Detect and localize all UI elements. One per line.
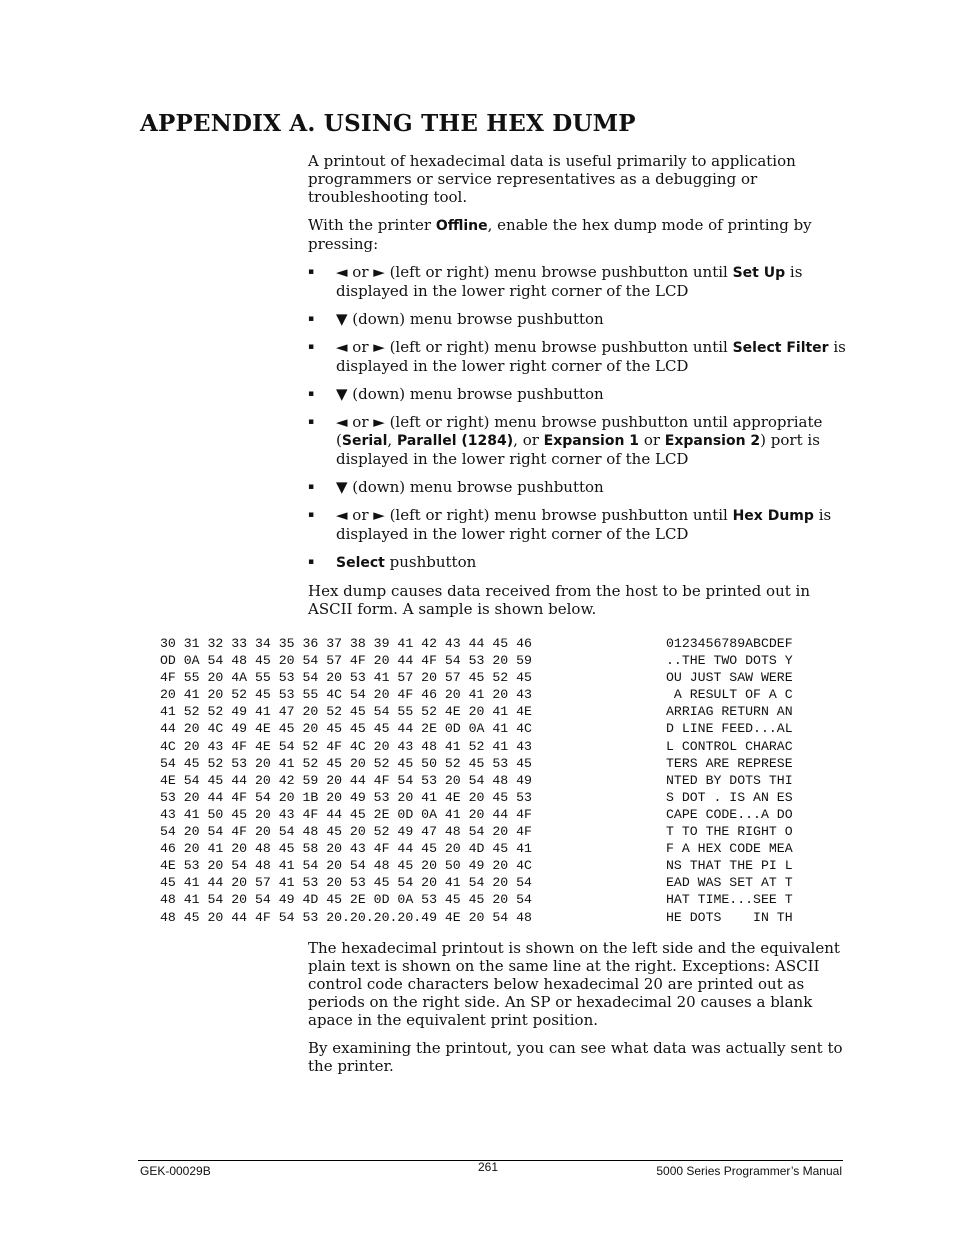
- hex-values: 48 41 54 20 54 49 4D 45 2E 0D 0A 53 45 45 20 54: [160, 892, 532, 908]
- hex-dump-row: [160, 874, 793, 891]
- hex-dump-row: [160, 738, 793, 755]
- hex-values: 54 45 52 53 20 41 52 45 20 52 45 50 52 45 53 45: [160, 755, 532, 771]
- hex-values: 46 20 41 20 48 45 58 20 43 4F 44 45 20 4D 45 41: [160, 841, 532, 857]
- intro-section: [308, 152, 853, 628]
- item-text: ,: [387, 431, 397, 449]
- hex-dump-row: [160, 806, 793, 823]
- hex-values: 4E 53 20 54 48 41 54 20 54 48 45 20 50 49 20 4C: [160, 858, 532, 874]
- ascii-values: CAPE CODE...A DO: [666, 806, 793, 822]
- list-item: [308, 478, 853, 496]
- intro-paragraph: A printout of hexadecimal data is useful primarily to application programmers or service representatives as a debugging or troubleshooting tool.: [308, 152, 796, 206]
- hex-dump-row: [160, 840, 793, 857]
- hex-dump-row: [160, 789, 793, 806]
- hex-values: 30 31 32 33 34 35 36 37 38 39 41 42 43 44 45 46: [160, 636, 532, 651]
- hex-values: 44 20 4C 49 4E 45 20 45 45 45 44 2E 0D 0A 41 4C: [160, 721, 532, 737]
- hexdump-intro: Hex dump causes data received from the host to be printed out in ASCII form. A sample is shown below.: [308, 582, 811, 618]
- offline-text-before: With the printer: [308, 216, 436, 234]
- item-text: ) port is displayed in the lower right corner of the LCD: [336, 431, 820, 468]
- item-text: is displayed in the lower right corner of the LCD: [336, 263, 803, 300]
- page-number: 261: [478, 1160, 499, 1174]
- hex-dump-row: [160, 772, 793, 789]
- ascii-values: NTED BY DOTS THI: [666, 772, 793, 788]
- hex-dump-row: [160, 652, 793, 669]
- ascii-values: TERS ARE REPRESE: [666, 755, 793, 771]
- bullet-icon: ▪: [308, 342, 315, 352]
- hex-values: 43 41 50 45 20 43 4F 44 45 2E 0D 0A 41 20 44 4F: [160, 806, 532, 822]
- item-text: ▼ (down) menu browse pushbutton: [336, 385, 604, 403]
- hex-values: 4C 20 43 4F 4E 54 52 4F 4C 20 43 48 41 52 41 43: [160, 738, 532, 754]
- hex-values: 45 41 44 20 57 41 53 20 53 45 54 20 41 54 20 54: [160, 875, 532, 891]
- item-text: ◄ or ► (left or right) menu browse pushbutton until: [336, 338, 733, 356]
- hex-dump-sample: [160, 635, 793, 926]
- hex-dump-row: [160, 909, 793, 926]
- document-number: GEK-00029B: [140, 1164, 211, 1178]
- item-text: ▼ (down) menu browse pushbutton: [336, 310, 604, 328]
- list-item: [308, 385, 853, 403]
- ascii-values: EAD WAS SET AT T: [666, 875, 793, 891]
- hex-values: 20 41 20 52 45 53 55 4C 54 20 4F 46 20 41 20 43: [160, 687, 532, 703]
- bullet-icon: ▪: [308, 267, 315, 277]
- item-text: , or: [513, 431, 544, 449]
- select-key: Select: [336, 555, 385, 571]
- hex-dump-row: [160, 755, 793, 772]
- item-text: ◄ or ► (left or right) menu browse pushbutton until appropriate (: [336, 413, 823, 449]
- ascii-values: ARRIAG RETURN AN: [666, 704, 793, 720]
- hex-values: 41 52 52 49 41 47 20 52 45 54 55 52 4E 20 41 4E: [160, 704, 532, 720]
- ascii-values: OU JUST SAW WERE: [666, 670, 793, 686]
- hex-values: 4E 54 45 44 20 42 59 20 44 4F 54 53 20 54 48 49: [160, 772, 532, 788]
- ascii-values: 0123456789ABCDEF: [666, 636, 793, 651]
- port-expansion-1: Expansion 1: [543, 433, 640, 449]
- item-text: pushbutton: [384, 553, 477, 571]
- key-sequence-list: [308, 263, 853, 572]
- explanation-paragraph: The hexadecimal printout is shown on the left side and the equivalent plain text is shown on the same line at the right. Exceptions: ASCII control code characters below hexadecimal 20 are printed out as periods on the right side. An SP or hexadecimal 20 causes a blank apace in the equivalent print position.: [308, 939, 840, 1029]
- list-item: [308, 553, 853, 572]
- item-text: ◄ or ► (left or right) menu browse pushbutton until: [336, 506, 733, 524]
- ascii-values: F A HEX CODE MEA: [666, 841, 793, 857]
- hex-dump-row: [160, 891, 793, 908]
- item-text: is displayed in the lower right corner of the LCD: [336, 338, 846, 375]
- hex-dump-row: [160, 635, 793, 652]
- list-item: [308, 310, 853, 328]
- hex-dump-row: [160, 669, 793, 686]
- ascii-values: T TO THE RIGHT O: [666, 824, 793, 840]
- item-text: ▼ (down) menu browse pushbutton: [336, 478, 604, 496]
- ascii-values: HAT TIME...SEE T: [666, 892, 793, 908]
- ascii-values: D LINE FEED...AL: [666, 721, 793, 737]
- manual-title: 5000 Series Programmer’s Manual: [656, 1164, 842, 1178]
- port-expansion-2: Expansion 2: [664, 433, 761, 449]
- list-item: [308, 263, 853, 300]
- hex-dump-row: [160, 703, 793, 720]
- ascii-values: ..THE TWO DOTS Y: [666, 653, 793, 669]
- outro-section: [308, 939, 853, 1085]
- hex-values: 48 45 20 44 4F 54 53 20.20.20.20.49 4E 20 54 48: [160, 909, 532, 925]
- hex-dump-row: [160, 823, 793, 840]
- offline-key: Offline: [435, 218, 488, 234]
- ascii-values: L CONTROL CHARAC: [666, 738, 793, 754]
- menu-name-set-up: Set Up: [732, 265, 786, 281]
- ascii-values: HE DOTS IN TH: [666, 909, 793, 925]
- hex-values: 4F 55 20 4A 55 53 54 20 53 41 57 20 57 45 52 45: [160, 670, 532, 686]
- bullet-icon: ▪: [308, 510, 315, 520]
- page-title: APPENDIX A. USING THE HEX DUMP: [140, 110, 636, 137]
- item-text: or: [639, 431, 665, 449]
- hex-values: 53 20 44 4F 54 20 1B 20 49 53 20 41 4E 20 45 53: [160, 789, 532, 805]
- offline-paragraph: [308, 216, 853, 253]
- port-serial: Serial: [341, 433, 388, 449]
- hex-dump-row: [160, 686, 793, 703]
- bullet-icon: ▪: [308, 417, 315, 427]
- offline-text-after: , enable the hex dump mode of printing by pressing:: [308, 216, 812, 253]
- bullet-icon: ▪: [308, 482, 315, 492]
- hex-values: OD 0A 54 48 45 20 54 57 4F 20 44 4F 54 53 20 59: [160, 653, 532, 669]
- hex-dump-row: [160, 857, 793, 874]
- ascii-values: A RESULT OF A C: [666, 687, 793, 703]
- item-text: ◄ or ► (left or right) menu browse pushbutton until: [336, 263, 733, 281]
- bullet-icon: ▪: [308, 389, 315, 399]
- item-text: is displayed in the lower right corner of the LCD: [336, 506, 832, 543]
- list-item: [308, 506, 853, 543]
- hex-dump-row: [160, 720, 793, 737]
- ascii-values: S DOT . IS AN ES: [666, 789, 793, 805]
- bullet-icon: ▪: [308, 557, 315, 567]
- closing-paragraph: By examining the printout, you can see what data was actually sent to the printer.: [308, 1039, 843, 1075]
- list-item: [308, 413, 853, 468]
- hex-values: 54 20 54 4F 20 54 48 45 20 52 49 47 48 54 20 4F: [160, 824, 532, 840]
- bullet-icon: ▪: [308, 314, 315, 324]
- menu-name-select-filter: Select Filter: [732, 340, 829, 356]
- menu-name-hex-dump: Hex Dump: [732, 508, 814, 524]
- list-item: [308, 338, 853, 375]
- ascii-values: NS THAT THE PI L: [666, 858, 793, 874]
- port-parallel: Parallel (1284): [396, 433, 514, 449]
